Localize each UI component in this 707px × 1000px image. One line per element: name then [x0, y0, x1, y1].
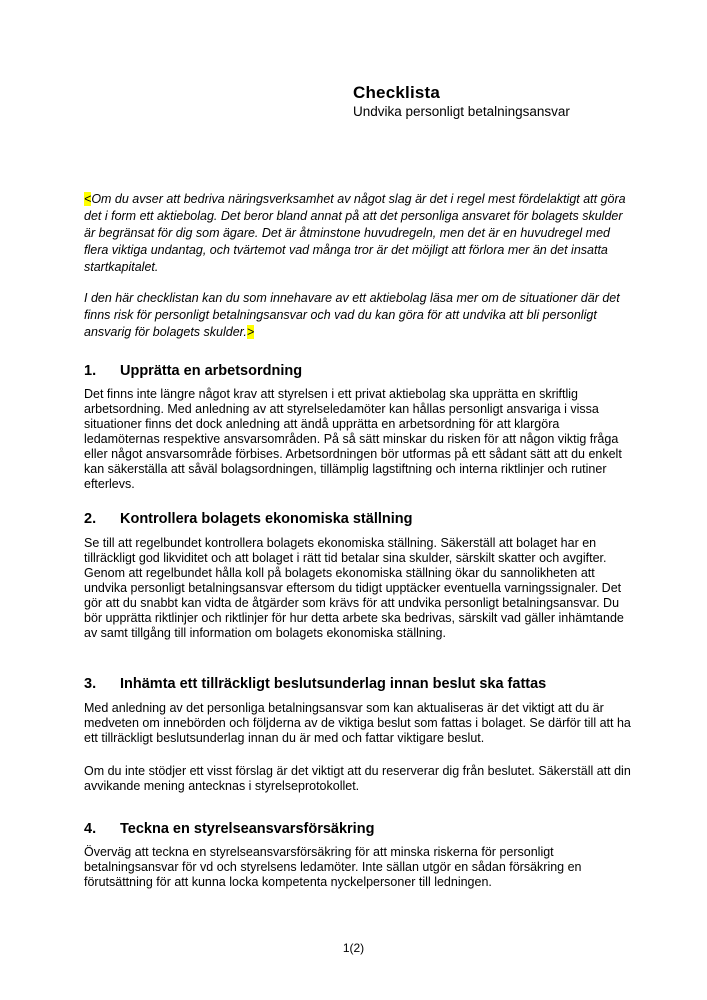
- section-2-paragraph: Se till att regelbundet kontrollera bolagets ekonomiska ställning. Säkerställ att bolaget har en tillräckligt god likviditet och att bolaget i rätt tid betalar sina skulder, särskilt skatter och avgifter. Genom att regelbundet hålla koll på bolagets ekonomiska ställning ökar du sannolikheten att undvika personligt betalningsansvar eftersom du tidigt upptäcker eventuella varningssignaler. Det gör att du snabbt kan vidta de åtgärder som krävs för att undvika personligt betalningsansvar. Du bör upprätta riktlinjer och riktlinjer för hur detta arbete ska bedrivas, särskilt vad gäller inhämtande av samt tillgång till information om bolagets ekonomiska ställning.: [84, 536, 624, 640]
- section-3-paragraph-1: Med anledning av det personliga betalningsansvar som kan aktualiseras är det viktigt att du är medveten om innebörden och följderna av de viktiga beslut som fattas i bolaget. Se därför till att ha ett tillräckligt beslutsunderlag innan du är med och fattar viktigare beslut.: [84, 701, 631, 745]
- section-2-heading-text: Kontrollera bolagets ekonomiska ställning: [120, 511, 413, 527]
- section-3-number: 3.: [84, 676, 97, 692]
- section-1-heading-text: Upprätta en arbetsordning: [120, 363, 303, 379]
- section-4-number: 4.: [84, 821, 97, 837]
- section-1-number: 1.: [84, 363, 97, 379]
- section-1-paragraph: Det finns inte längre något krav att styrelsen i ett privat aktiebolag ska upprätta en skriftlig arbetsordning. Med anledning av att styrelseledamöter kan hållas personligt ansvariga i vissa situationer finns det dock anledning att ändå upprätta en arbetsordning för att klargöra ledamöternas respektive ansvarsområden. På så sätt minskar du risken för att någon viktig fråga eller något ansvarsområde förbises. Arbetsordningen bör utformas på ett sådant sätt att du enkelt kan säkerställa att såväl bolagsordningen, tillämplig lagstiftning och interna riktlinjer och rutiner efterlevs.: [84, 387, 622, 491]
- section-1-heading: [84, 363, 632, 380]
- intro-paragraph-1: [84, 191, 632, 276]
- highlight-marker-close: >: [246, 325, 255, 339]
- section-3-paragraph-2: Om du inte stödjer ett visst förslag är det viktigt att du reserverar dig från beslutet. Säkerställ att din avvikande mening antecknas i styrelseprotokollet.: [84, 764, 631, 793]
- intro-paragraph-2: [84, 290, 632, 341]
- page-number: 1(2): [342, 941, 365, 955]
- page-title: Checklista: [353, 83, 441, 102]
- section-2-heading: [84, 511, 632, 528]
- highlight-marker-open: <: [84, 192, 92, 206]
- page-subtitle: Undvika personligt betalningsansvar: [353, 104, 570, 119]
- intro-paragraph-1-text: Om du avser att bedriva näringsverksamhet av något slag är det i regel mest fördelaktigt att göra det i form ett aktiebolag. Det beror bland annat på att det personliga ansvaret för bolagets skulder är begränsat för dig som ägare. Det är åtminstone huvudregeln, men det är en huvudregel med flera viktiga undantag, och tvärtemot vad många tror är det möjligt att förlora mer än det insatta startkapitalet.: [84, 192, 626, 274]
- section-4-paragraph: Överväg att teckna en styrelseansvarsförsäkring för att minska riskerna för personligt betalningsansvar för vd och styrelsens ledamöter. Inte sällan utgör en sådan försäkring en förutsättning för att kunna locka kompetenta nyckelpersoner till ledningen.: [84, 845, 582, 889]
- section-3-heading-text: Inhämta ett tillräckligt beslutsunderlag innan beslut ska fattas: [120, 676, 547, 692]
- section-4-heading: [84, 821, 632, 838]
- title-block: [353, 83, 653, 121]
- section-4-heading-text: Teckna en styrelseansvarsförsäkring: [120, 821, 375, 837]
- section-3-heading: [84, 676, 632, 693]
- intro-paragraph-2-text: I den här checklistan kan du som innehavare av ett aktiebolag läsa mer om de situationer där det finns risk för personligt betalningsansvar och vad du kan göra för att undvika att bli personligt ansvarig för bolagets skulder.: [84, 291, 620, 339]
- section-2-number: 2.: [84, 511, 97, 527]
